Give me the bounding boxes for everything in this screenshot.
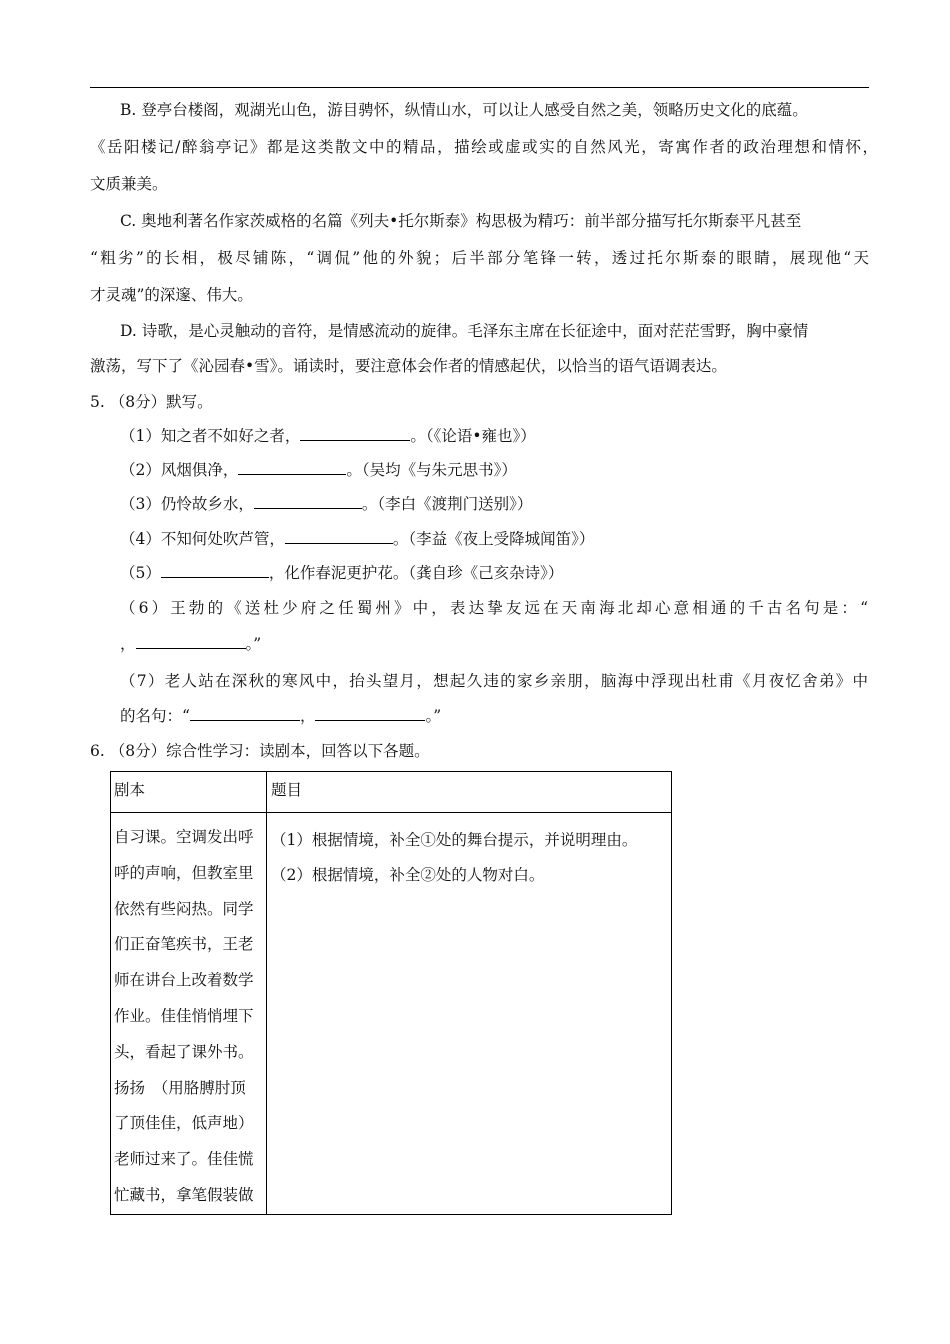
para-b-line2: 《岳阳楼记/醉翁亭记》都是这类散文中的精品，描绘或虚或实的自然风光，寄寓作者的政治理想和情怀，: [90, 138, 878, 156]
script-line: 自习课。空调发出呼: [114, 828, 254, 846]
q5-item7-line1: （7）老人站在深秋的寒风中，抬头望月，想起久违的家乡亲朋，脑海中浮现出杜甫《月夜忆舍弟》中: [120, 672, 868, 690]
q5-item4-suffix: 。（李益《夜上受降城闻笛》）: [392, 530, 595, 548]
questions-cell: [267, 813, 672, 1215]
q5-item4: [120, 529, 594, 549]
q5-item6-suffix: 。”: [245, 635, 262, 653]
question-2: （2）根据情境，补全②处的人物对白。: [271, 866, 545, 884]
q5-item1-suffix: 。（《论语•雍也》）: [410, 427, 536, 445]
q5-item3-blank[interactable]: [254, 494, 362, 509]
para-b-line3: 文质兼美。: [90, 175, 168, 193]
q5-item4-prefix: （4）不知何处吹芦管，: [120, 530, 285, 548]
q5-item7-line2: [120, 706, 441, 726]
q5-item5-suffix: ，化作春泥更护花。（龚自珍《己亥杂诗》）: [268, 564, 564, 582]
q5-item7-prefix: 的名句：“: [120, 707, 190, 725]
q5-item1: [120, 426, 536, 446]
q5-title: 5. （8分）默写。: [90, 393, 213, 411]
script-table: [110, 771, 672, 1215]
script-line: 忙藏书，拿笔假装做: [114, 1185, 254, 1204]
script-line: 呼的声响，但教室里: [114, 863, 254, 882]
q5-item5-prefix: （5）: [120, 564, 161, 582]
q5-item1-blank[interactable]: [300, 426, 410, 441]
para-b-line1: B. 登亭台楼阁，观湖光山色，游目骋怀，纵情山水，可以让人感受自然之美，领略历史文化的底蕴。: [120, 101, 808, 119]
q6-title: 6. （8分）综合性学习：读剧本，回答以下各题。: [90, 742, 430, 760]
q5-item2: [120, 460, 517, 480]
q5-item2-prefix: （2）风烟俱净，: [120, 461, 239, 479]
q5-item7-blank2[interactable]: [315, 706, 425, 721]
script-line: 师在讲台上改着数学: [114, 971, 254, 990]
header-rule: [90, 87, 869, 88]
para-c-line1: C. 奥地利著名作家茨威格的名篇《列夫•托尔斯泰》构思极为精巧：前半部分描写托尔斯泰平凡甚至: [120, 212, 802, 230]
script-line: 依然有些闷热。同学: [114, 899, 254, 918]
script-text-cell: [111, 813, 267, 1215]
script-line: 了顶佳佳，低声地）: [114, 1114, 254, 1133]
q5-item4-blank[interactable]: [285, 529, 393, 544]
q5-item2-suffix: 。（吴均《与朱元思书》）: [346, 461, 517, 479]
q5-item5: [120, 563, 563, 583]
q5-item3: [120, 494, 532, 514]
q5-item3-prefix: （3）仍怜故乡水，: [120, 495, 254, 513]
script-line: 老师过来了。佳佳慌: [114, 1150, 254, 1169]
q5-item2-blank[interactable]: [238, 460, 346, 475]
script-line: 作业。佳佳悄悄埋下: [114, 1006, 254, 1025]
script-line: 头，看起了课外书。: [114, 1042, 254, 1061]
para-c-line3: 才灵魂”的深邃、伟大。: [90, 286, 253, 304]
q5-item5-blank[interactable]: [161, 563, 269, 578]
q5-item6-comma: ，: [120, 635, 136, 653]
q5-item7-suffix: 。”: [425, 707, 442, 725]
q5-item1-prefix: （1）知之者不如好之者，: [120, 427, 301, 445]
q5-item6-line1: （6）王勃的《送杜少府之任蜀州》中，表达挚友远在天南海北却心意相通的千古名句是：“: [120, 599, 868, 617]
q5-item7-blank1[interactable]: [190, 706, 300, 721]
para-d-line1: D. 诗歌，是心灵触动的音符，是情感流动的旋律。毛泽东主席在长征途中，面对茫茫雪野，胸中豪情: [120, 322, 809, 340]
para-c-line2: “粗劣”的长相，极尽铺陈，“调侃”他的外貌；后半部分笔锋一转，透过托尔斯泰的眼睛，展现他“天: [90, 249, 869, 267]
q5-item3-suffix: 。（李白《渡荆门送别》）: [361, 495, 533, 513]
table-header-questions: 题目: [267, 772, 672, 813]
table-header-script: 剧本: [111, 772, 267, 813]
q5-item7-comma: ，: [299, 707, 316, 725]
q5-item6-blank[interactable]: [136, 634, 246, 649]
q5-item6-line2: [120, 634, 261, 654]
script-line: 们正奋笔疾书，王老: [114, 935, 254, 954]
para-d-line2: 激荡，写下了《沁园春•雪》。诵读时，要注意体会作者的情感起伏，以恰当的语气语调表达。: [90, 357, 727, 375]
question-1: （1）根据情境，补全①处的舞台提示，并说明理由。: [271, 831, 638, 849]
script-line: 扬扬 （用胳膊肘顶: [114, 1078, 246, 1097]
